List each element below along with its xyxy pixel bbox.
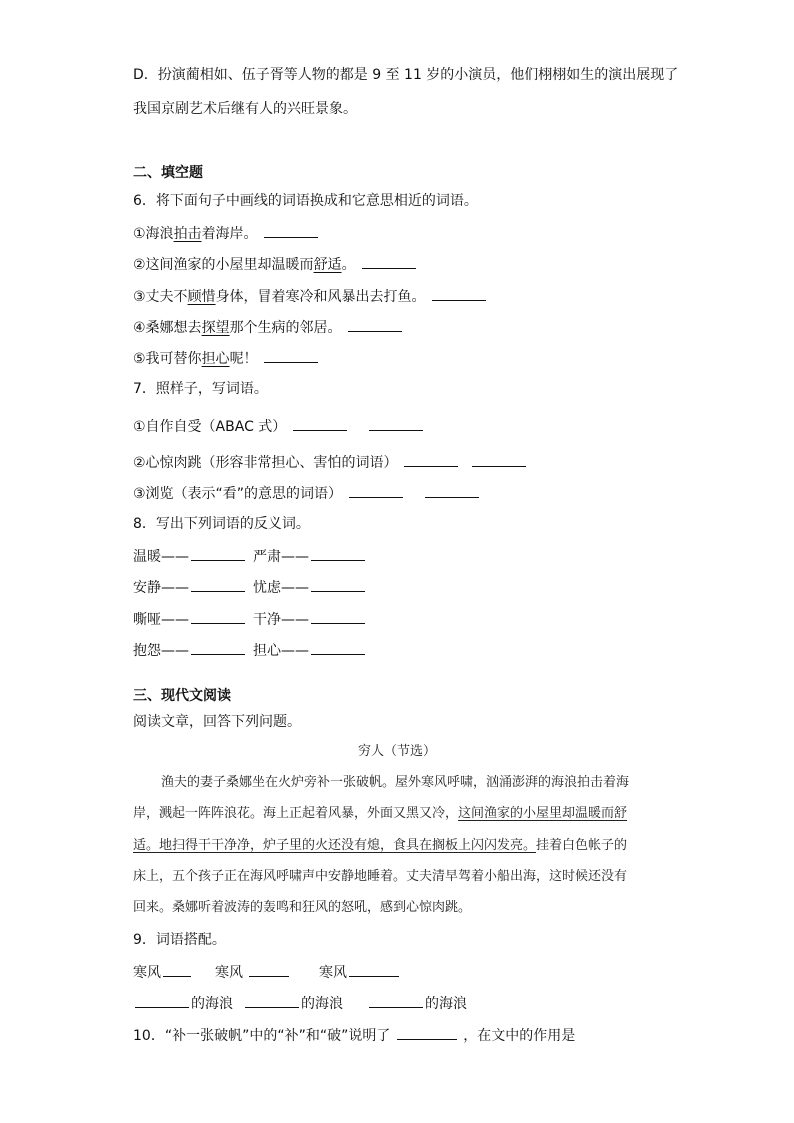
passage-underlined-sentence: 这间渔家的小屋里却温暖而舒 — [458, 806, 628, 821]
q8-blank[interactable] — [191, 577, 245, 592]
q8-word: 安静—— — [133, 580, 189, 596]
q8-blank[interactable] — [311, 546, 365, 561]
q6-item-3-underlined: 顾惜 — [187, 289, 216, 305]
q6-item-1-pre: ①海浪 — [133, 226, 174, 242]
q6-item-2-pre: ②这间渔家的小屋里却温暖而 — [133, 257, 314, 273]
q6-item-5 — [133, 348, 320, 369]
q8-blank[interactable] — [311, 577, 365, 592]
q8-row-3 — [133, 609, 367, 630]
q6-item-2-post: 。 — [341, 257, 356, 273]
q8-blank[interactable] — [191, 640, 245, 655]
q6-stem: 6．将下面句子中画线的词语换成和它意思相近的词语。 — [133, 193, 478, 209]
q6-item-4-underlined: 探望 — [201, 320, 230, 336]
q8-blank[interactable] — [311, 640, 365, 655]
q7-item-1 — [133, 416, 425, 437]
q9-word: 的海浪 — [425, 996, 467, 1012]
q10-stem — [133, 1025, 575, 1046]
q7-3-blank-b[interactable] — [425, 483, 479, 498]
q6-item-5-pre: ⑤我可替你 — [133, 351, 202, 367]
q7-item-2 — [133, 452, 528, 473]
q9-row-1 — [133, 962, 401, 983]
passage-line-2 — [133, 804, 627, 824]
q6-answer-blank-1[interactable] — [264, 223, 318, 238]
q9-blank[interactable] — [163, 962, 191, 977]
q10-blank[interactable] — [397, 1025, 457, 1040]
q7-2-blank-a[interactable] — [404, 452, 458, 467]
q9-blank[interactable] — [369, 993, 423, 1008]
q7-1-blank-a[interactable] — [293, 416, 347, 431]
q6-item-5-post: 呢！ — [229, 351, 258, 367]
passage-line-2a: 岸，溅起一阵阵浪花。海上正起着风暴，外面又黑又冷， — [133, 806, 459, 821]
q7-stem: 7．照样子，写词语。 — [133, 381, 268, 397]
passage-line-1: 渔夫的妻子桑娜坐在火炉旁补一张破帆。屋外寒风呼啸，汹涌澎湃的海浪拍击着海 — [161, 775, 630, 790]
q8-stem: 8．写出下列词语的反义词。 — [133, 516, 310, 532]
q8-row-1 — [133, 546, 367, 567]
q6-item-4 — [133, 317, 404, 338]
q8-word: 嘶哑—— — [133, 612, 189, 628]
q8-word: 担心—— — [253, 643, 309, 659]
q9-blank[interactable] — [135, 993, 189, 1008]
q9-word: 的海浪 — [191, 996, 233, 1012]
q8-row-2 — [133, 577, 367, 598]
q5-option-d-line1: D．扮演蔺相如、伍子胥等人物的都是 9 至 11 岁的小演员，他们栩栩如生的演出展现了 — [133, 67, 679, 83]
q6-item-2 — [133, 254, 418, 275]
q6-item-1 — [133, 223, 320, 244]
q7-item-2-text: ②心惊肉跳（形容非常担心、害怕的词语） — [133, 455, 398, 471]
q7-3-blank-a[interactable] — [349, 483, 403, 498]
q6-item-2-underlined: 舒适 — [313, 257, 342, 273]
q9-blank[interactable] — [249, 962, 289, 977]
q7-item-3 — [133, 483, 481, 504]
q6-answer-blank-2[interactable] — [362, 254, 416, 269]
passage-line-3 — [133, 836, 627, 856]
q6-item-1-underlined: 拍击 — [173, 226, 202, 242]
q6-item-4-post: 那个生病的邻居。 — [229, 320, 342, 336]
q6-answer-blank-3[interactable] — [432, 286, 486, 301]
q6-item-3 — [133, 286, 488, 307]
section3-title: 三、现代文阅读 — [133, 688, 231, 704]
passage-line-4: 床上，五个孩子正在海风呼啸声中安静地睡着。丈夫清早驾着小船出海，这时候还没有 — [133, 869, 628, 884]
q8-word: 忧虑—— — [253, 580, 309, 596]
passage-title: 穷人（节选） — [357, 744, 436, 759]
q6-item-3-post: 身体，冒着寒冷和风暴出去打鱼。 — [215, 289, 426, 305]
q7-item-3-text: ③浏览（表示“看”的意思的词语） — [133, 486, 343, 502]
section2-title: 二、填空题 — [133, 165, 203, 181]
q6-item-4-pre: ④桑娜想去 — [133, 320, 202, 336]
q8-word: 温暖—— — [133, 549, 189, 565]
q9-row-2 — [133, 993, 467, 1014]
q6-answer-blank-5[interactable] — [264, 348, 318, 363]
q9-word: 的海浪 — [301, 996, 343, 1012]
q9-blank[interactable] — [245, 993, 299, 1008]
passage-underlined-sentence: 适。地扫得干干净净，炉子里的火还没有熄，食具在搁板上闪闪发亮。 — [133, 838, 537, 853]
q9-stem: 9．词语搭配。 — [133, 932, 226, 948]
q9-word: 寒风 — [319, 965, 347, 981]
q8-blank[interactable] — [311, 609, 365, 624]
passage-line-3b: 挂着白色帐子的 — [536, 838, 628, 853]
q8-blank[interactable] — [191, 609, 245, 624]
q8-word: 抱怨—— — [133, 643, 189, 659]
section3-instruction: 阅读文章，回答下列问题。 — [133, 714, 301, 730]
q9-word: 寒风 — [215, 965, 243, 981]
q8-row-4 — [133, 640, 367, 661]
q10-stem-b: ，在文中的作用是 — [463, 1028, 576, 1044]
q9-word: 寒风 — [133, 965, 161, 981]
q6-item-1-post: 着海岸。 — [201, 226, 258, 242]
q8-word: 严肃—— — [253, 549, 309, 565]
q10-stem-a: 10．“补一张破帆”中的“补”和“破”说明了 — [133, 1028, 391, 1044]
q7-2-blank-b[interactable] — [472, 452, 526, 467]
q8-blank[interactable] — [191, 546, 245, 561]
q7-item-1-text: ①自作自受（ABAC 式） — [133, 419, 287, 435]
q5-option-d-line2: 我国京剧艺术后继有人的兴旺景象。 — [133, 101, 357, 117]
passage-line-5: 回来。桑娜听着波涛的轰鸣和狂风的怒吼，感到心惊肉跳。 — [133, 900, 472, 915]
q8-word: 干净—— — [253, 612, 309, 628]
q9-blank[interactable] — [349, 962, 399, 977]
q6-item-5-underlined: 担心 — [201, 351, 230, 367]
q6-item-3-pre: ③丈夫不 — [133, 289, 188, 305]
q6-answer-blank-4[interactable] — [348, 317, 402, 332]
q7-1-blank-b[interactable] — [369, 416, 423, 431]
